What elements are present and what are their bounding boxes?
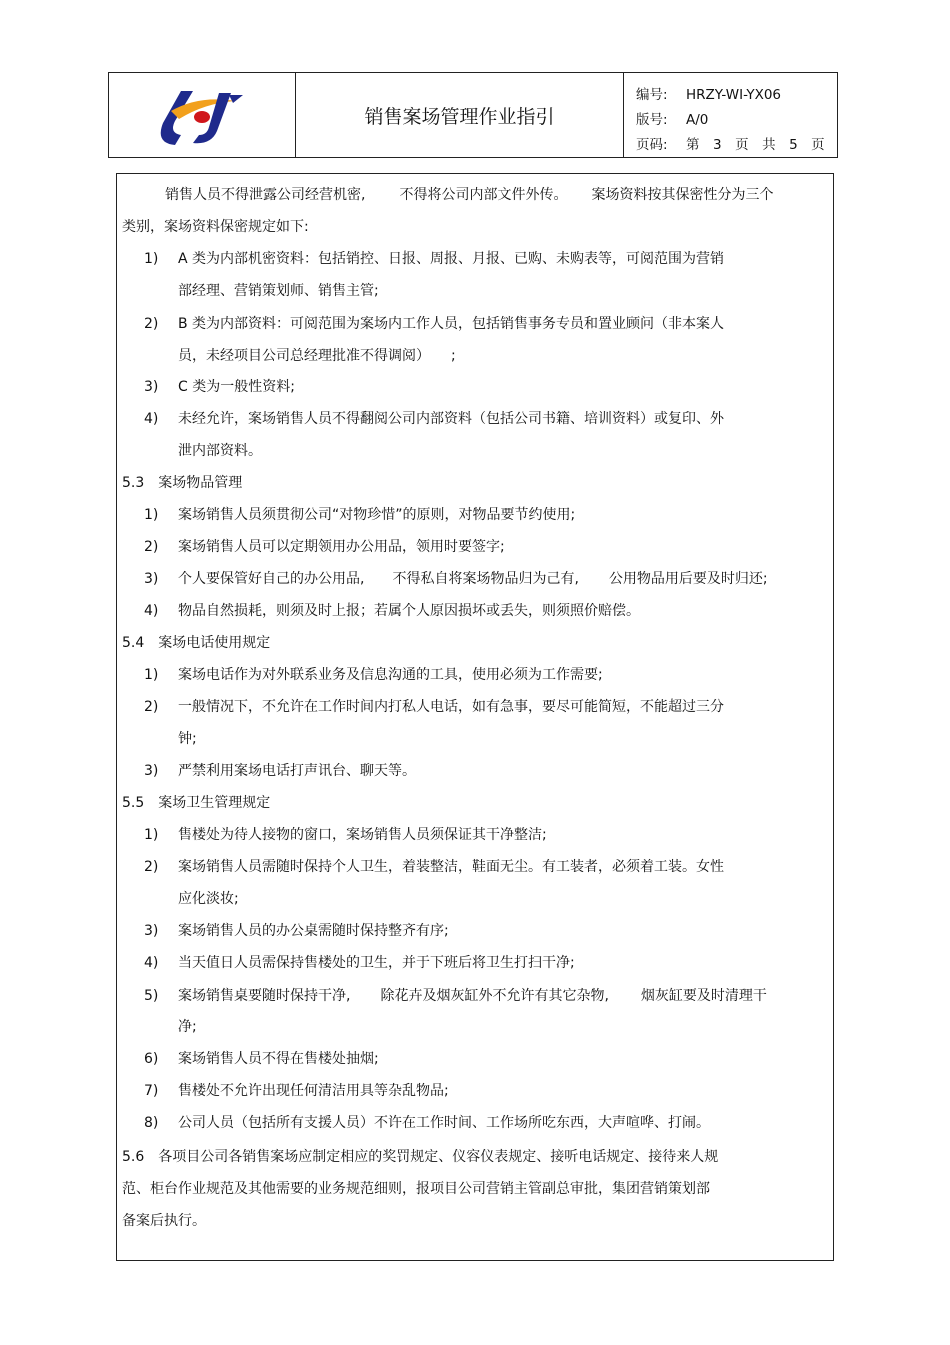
item-number: 2)	[144, 539, 159, 555]
intro-part-1: 销售人员不得泄露公司经营机密,	[165, 187, 366, 203]
item-text: 不得私自将案场物品归为己有,	[392, 571, 579, 587]
item-text: 物品自然损耗，则须及时上报；若属个人原因损坏或丢失，则须照价赔偿。	[178, 603, 640, 619]
list-item	[144, 376, 295, 396]
page-row	[636, 133, 837, 158]
item-text: 案场销售人员可以定期领用办公用品，领用时要签字;	[178, 539, 505, 555]
list-item-continuation: 应化淡妆;	[178, 891, 239, 907]
item-number: 1)	[144, 827, 159, 843]
item-text: 案场销售人员不得在售楼处抽烟;	[178, 1051, 379, 1067]
item-number: 4)	[144, 603, 159, 619]
item-text: 案场电话作为对外联系业务及信息沟通的工具，使用必须为工作需要;	[178, 667, 603, 683]
list-item-continuation: 净;	[178, 1019, 197, 1035]
section-5-6-line-2: 范、柜台作业规范及其他需要的业务规范细则，报项目公司营销主管副总审批，集团营销策划部	[122, 1181, 710, 1197]
document-meta	[624, 73, 837, 157]
section-heading-5-3: 5.3 案场物品管理	[122, 475, 243, 491]
item-text: 公用物品用后要及时归还;	[608, 571, 768, 587]
item-number: 2)	[144, 859, 159, 875]
version-row	[636, 108, 837, 133]
item-text: 售楼处不允许出现任何清洁用具等杂乱物品;	[178, 1083, 449, 1099]
list-item	[144, 600, 640, 620]
version-value: A/0	[686, 112, 709, 128]
item-text: 一般情况下，不允许在工作时间内打私人电话，如有急事，要尽可能简短，不能超过三分	[178, 699, 724, 715]
list-item	[144, 920, 449, 940]
list-item-continuation: 泄内部资料。	[178, 443, 262, 459]
list-item	[144, 664, 603, 684]
item-text: 未经允许，案场销售人员不得翻阅公司内部资料（包括公司书籍、培训资料）或复印、外	[178, 411, 724, 427]
list-item	[144, 824, 547, 844]
item-text: 除花卉及烟灰缸外不允许有其它杂物,	[380, 988, 609, 1004]
section-heading-5-5: 5.5 案场卫生管理规定	[122, 795, 271, 811]
list-item	[144, 408, 724, 428]
section-5-6-line-3: 备案后执行。	[122, 1213, 206, 1229]
item-number: 1)	[144, 507, 159, 523]
list-item	[144, 1080, 449, 1100]
code-label: 编号:	[636, 87, 668, 103]
list-item	[144, 568, 768, 588]
item-text: 售楼处为待人接物的窗口，案场销售人员须保证其干净整洁;	[178, 827, 547, 843]
list-item-continuation: 部经理、营销策划师、销售主管;	[178, 283, 379, 299]
section-5-6-line-1: 5.6 各项目公司各销售案场应制定相应的奖罚规定、仪容仪表规定、接听电话规定、接待来人规	[122, 1149, 719, 1165]
section-heading-5-4: 5.4 案场电话使用规定	[122, 635, 271, 651]
item-number: 3)	[144, 571, 159, 587]
item-text: 案场销售人员需随时保持个人卫生，着装整洁，鞋面无尘。有工装者，必须着工装。女性	[178, 859, 724, 875]
item-number: 4)	[144, 955, 159, 971]
list-item	[144, 1112, 710, 1132]
item-text: C 类为一般性资料;	[178, 379, 295, 395]
intro-line-2: 类别，案场资料保密规定如下:	[122, 219, 309, 235]
logo-cell	[109, 73, 296, 157]
document-title: 销售案场管理作业指引	[296, 73, 624, 157]
company-logo	[109, 73, 295, 157]
item-text: 案场销售人员的办公桌需随时保持整齐有序;	[178, 923, 449, 939]
intro-line-1	[165, 184, 773, 204]
page-label: 页码:	[636, 137, 668, 153]
list-item	[144, 313, 724, 333]
page-value: 第 3 页 共 5 页	[686, 137, 825, 153]
item-number: 3)	[144, 923, 159, 939]
list-item	[144, 760, 416, 780]
item-number: 7)	[144, 1083, 159, 1099]
list-item	[144, 985, 767, 1005]
item-number: 2)	[144, 316, 159, 332]
list-item	[144, 696, 724, 716]
item-number: 4)	[144, 411, 159, 427]
item-number: 3)	[144, 763, 159, 779]
item-text: 公司人员（包括所有支援人员）不许在工作时间、工作场所吃东西，大声喧哗、打闹。	[178, 1115, 710, 1131]
item-text: 严禁利用案场电话打声讯台、聊天等。	[178, 763, 416, 779]
list-item	[144, 856, 724, 876]
item-text: A 类为内部机密资料：包括销控、日报、周报、月报、已购、未购表等，可阅范围为营销	[178, 251, 725, 267]
list-item	[144, 248, 724, 268]
item-text: 个人要保管好自己的办公用品,	[178, 571, 365, 587]
item-number: 3)	[144, 379, 159, 395]
item-number: 5)	[144, 988, 159, 1004]
item-number: 1)	[144, 251, 159, 267]
list-item	[144, 952, 575, 972]
item-number: 1)	[144, 667, 159, 683]
item-text: 案场销售桌要随时保持干净,	[178, 988, 351, 1004]
list-item	[144, 504, 575, 524]
list-item-continuation: 员，未经项目公司总经理批准不得调阅） ;	[178, 348, 456, 364]
item-text: 烟灰缸要及时清理干	[640, 988, 767, 1004]
version-label: 版号:	[636, 112, 668, 128]
intro-part-3: 案场资料按其保密性分为三个	[591, 187, 774, 203]
list-item	[144, 536, 505, 556]
item-number: 8)	[144, 1115, 159, 1131]
intro-part-2: 不得将公司内部文件外传。	[399, 187, 568, 203]
document-header	[108, 72, 838, 158]
item-number: 6)	[144, 1051, 159, 1067]
list-item-continuation: 钟;	[178, 731, 197, 747]
item-text: 当天值日人员需保持售楼处的卫生，并于下班后将卫生打扫干净;	[178, 955, 575, 971]
item-number: 2)	[144, 699, 159, 715]
item-text: 案场销售人员须贯彻公司“对物珍惜”的原则，对物品要节约使用;	[178, 507, 576, 523]
item-text: B 类为内部资料：可阅范围为案场内工作人员，包括销售事务专员和置业顾问（非本案人	[178, 316, 725, 332]
code-value: HRZY-WI-YX06	[686, 87, 782, 103]
list-item	[144, 1048, 379, 1068]
code-row	[636, 83, 837, 108]
